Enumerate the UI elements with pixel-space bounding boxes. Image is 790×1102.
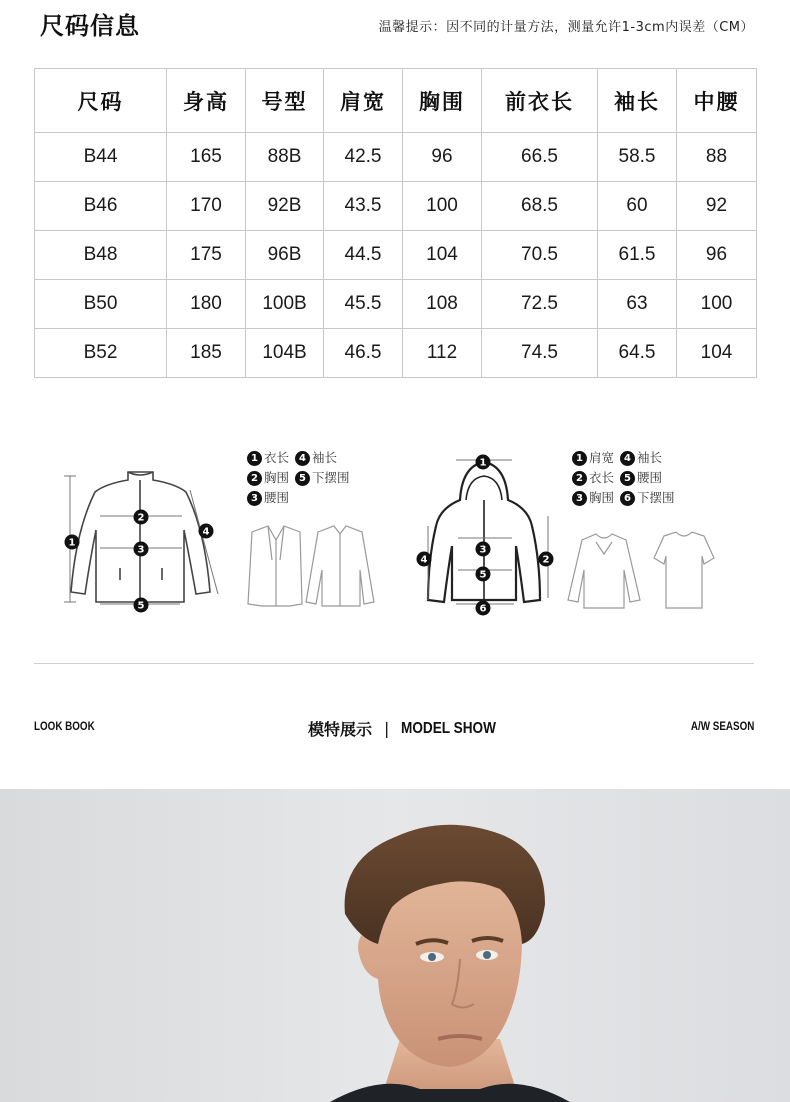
- table-cell: 88B: [246, 133, 324, 182]
- legend-item: [620, 468, 662, 488]
- table-row: [35, 231, 757, 280]
- marker-4-right: [417, 552, 432, 567]
- table-cell: 58.5: [598, 133, 677, 182]
- model-photo: [0, 789, 790, 1102]
- table-cell: 96: [403, 133, 482, 182]
- column-header: 中腰: [677, 69, 757, 133]
- tshirt-icon: [654, 532, 714, 608]
- legend-label: 衣长: [264, 450, 290, 465]
- legend-number: 6: [620, 491, 635, 506]
- section-divider: [34, 663, 754, 664]
- model-show-title-cn: 模特展示: [308, 720, 373, 739]
- column-header: 尺码: [35, 69, 167, 133]
- model-show-title-en: MODEL SHOW: [401, 719, 497, 737]
- legend-label: 胸围: [589, 490, 615, 505]
- marker-1-left: [65, 535, 80, 550]
- table-cell: B52: [35, 329, 167, 378]
- legend-item: [572, 488, 614, 508]
- legend-number: 4: [295, 451, 310, 466]
- table-cell: 42.5: [324, 133, 403, 182]
- legend-item: [572, 468, 614, 488]
- table-row: [35, 280, 757, 329]
- legend-number: 3: [247, 491, 262, 506]
- measurement-diagram: [0, 430, 790, 630]
- table-cell: B50: [35, 280, 167, 329]
- marker-3-left: [134, 542, 149, 557]
- svg-text:2: 2: [542, 554, 550, 566]
- table-cell: 92B: [246, 182, 324, 231]
- table-cell: 180: [167, 280, 246, 329]
- column-header: 袖长: [598, 69, 677, 133]
- legend-number: 1: [572, 451, 587, 466]
- marker-5-right: [476, 567, 491, 582]
- svg-text:1: 1: [479, 457, 487, 469]
- svg-text:4: 4: [420, 554, 428, 566]
- legend-label: 衣长: [589, 470, 615, 485]
- table-cell: 96B: [246, 231, 324, 280]
- table-cell: 45.5: [324, 280, 403, 329]
- column-header: 号型: [246, 69, 324, 133]
- title-separator: |: [384, 719, 390, 738]
- column-header: 肩宽: [324, 69, 403, 133]
- legend-item: [620, 448, 662, 468]
- table-cell: 108: [403, 280, 482, 329]
- legend-right: [572, 448, 675, 508]
- legend-left: [247, 448, 350, 508]
- legend-item: [620, 488, 675, 508]
- longsleeve-tee-icon: [568, 534, 640, 608]
- svg-text:6: 6: [479, 603, 487, 615]
- table-row: [35, 133, 757, 182]
- legend-label: 袖长: [637, 450, 663, 465]
- marker-3-right: [476, 542, 491, 557]
- table-cell: 100B: [246, 280, 324, 329]
- legend-number: 2: [247, 471, 262, 486]
- legend-item: [295, 448, 337, 468]
- svg-text:2: 2: [137, 512, 145, 524]
- legend-number: 5: [620, 471, 635, 486]
- table-cell: 112: [403, 329, 482, 378]
- legend-label: 胸围: [264, 470, 290, 485]
- marker-2-right: [539, 552, 554, 567]
- legend-number: 4: [620, 451, 635, 466]
- table-cell: 104: [403, 231, 482, 280]
- table-cell: 61.5: [598, 231, 677, 280]
- table-cell: 92: [677, 182, 757, 231]
- column-header: 身高: [167, 69, 246, 133]
- legend-label: 下摆围: [312, 470, 350, 485]
- legend-label: 腰围: [264, 490, 290, 505]
- measurement-notice: 温馨提示：因不同的计量方法，测量允许1-3cm内误差（CM）: [378, 20, 754, 35]
- blazer-icon: [248, 526, 302, 606]
- table-cell: 88: [677, 133, 757, 182]
- table-cell: 165: [167, 133, 246, 182]
- table-cell: 104: [677, 329, 757, 378]
- table-cell: 64.5: [598, 329, 677, 378]
- table-cell: 68.5: [482, 182, 598, 231]
- svg-text:5: 5: [479, 569, 487, 581]
- table-cell: B46: [35, 182, 167, 231]
- shirt-icon: [306, 526, 374, 606]
- svg-text:4: 4: [202, 526, 210, 538]
- table-cell: 170: [167, 182, 246, 231]
- table-cell: 96: [677, 231, 757, 280]
- table-row: [35, 329, 757, 378]
- table-header-row: [35, 69, 757, 133]
- svg-text:5: 5: [137, 600, 145, 612]
- legend-item: [247, 468, 289, 488]
- table-row: [35, 182, 757, 231]
- legend-label: 腰围: [637, 470, 663, 485]
- marker-5-left: [134, 598, 149, 613]
- table-cell: 43.5: [324, 182, 403, 231]
- size-table: [34, 68, 757, 378]
- table-cell: 60: [598, 182, 677, 231]
- table-cell: 100: [677, 280, 757, 329]
- table-cell: 70.5: [482, 231, 598, 280]
- column-header: 胸围: [403, 69, 482, 133]
- legend-item: [572, 448, 614, 468]
- column-header: 前衣长: [482, 69, 598, 133]
- legend-item: [295, 468, 350, 488]
- table-cell: 72.5: [482, 280, 598, 329]
- table-cell: 185: [167, 329, 246, 378]
- model-show-strip: [0, 712, 790, 742]
- marker-1-right: [476, 455, 491, 470]
- legend-item: [247, 488, 289, 508]
- svg-text:1: 1: [68, 537, 76, 549]
- season-label: A/W SEASON: [690, 719, 754, 733]
- table-cell: 104B: [246, 329, 324, 378]
- model-show-title: [308, 717, 513, 740]
- legend-item: [247, 448, 289, 468]
- table-cell: 63: [598, 280, 677, 329]
- size-info-header: [0, 0, 790, 60]
- table-cell: 46.5: [324, 329, 403, 378]
- legend-number: 2: [572, 471, 587, 486]
- legend-label: 袖长: [312, 450, 338, 465]
- marker-6-right: [476, 601, 491, 616]
- model-portrait-image: [0, 789, 790, 1102]
- table-cell: 100: [403, 182, 482, 231]
- table-cell: B44: [35, 133, 167, 182]
- table-cell: 66.5: [482, 133, 598, 182]
- lookbook-label: LOOK BOOK: [34, 719, 95, 733]
- marker-4-left: [199, 524, 214, 539]
- svg-text:3: 3: [479, 544, 487, 556]
- legend-number: 1: [247, 451, 262, 466]
- page-title: 尺码信息: [40, 12, 140, 40]
- table-cell: 74.5: [482, 329, 598, 378]
- table-cell: 44.5: [324, 231, 403, 280]
- svg-text:3: 3: [137, 544, 145, 556]
- table-cell: B48: [35, 231, 167, 280]
- legend-label: 肩宽: [589, 450, 615, 465]
- legend-number: 5: [295, 471, 310, 486]
- legend-number: 3: [572, 491, 587, 506]
- legend-label: 下摆围: [637, 490, 675, 505]
- marker-2-left: [134, 510, 149, 525]
- table-cell: 175: [167, 231, 246, 280]
